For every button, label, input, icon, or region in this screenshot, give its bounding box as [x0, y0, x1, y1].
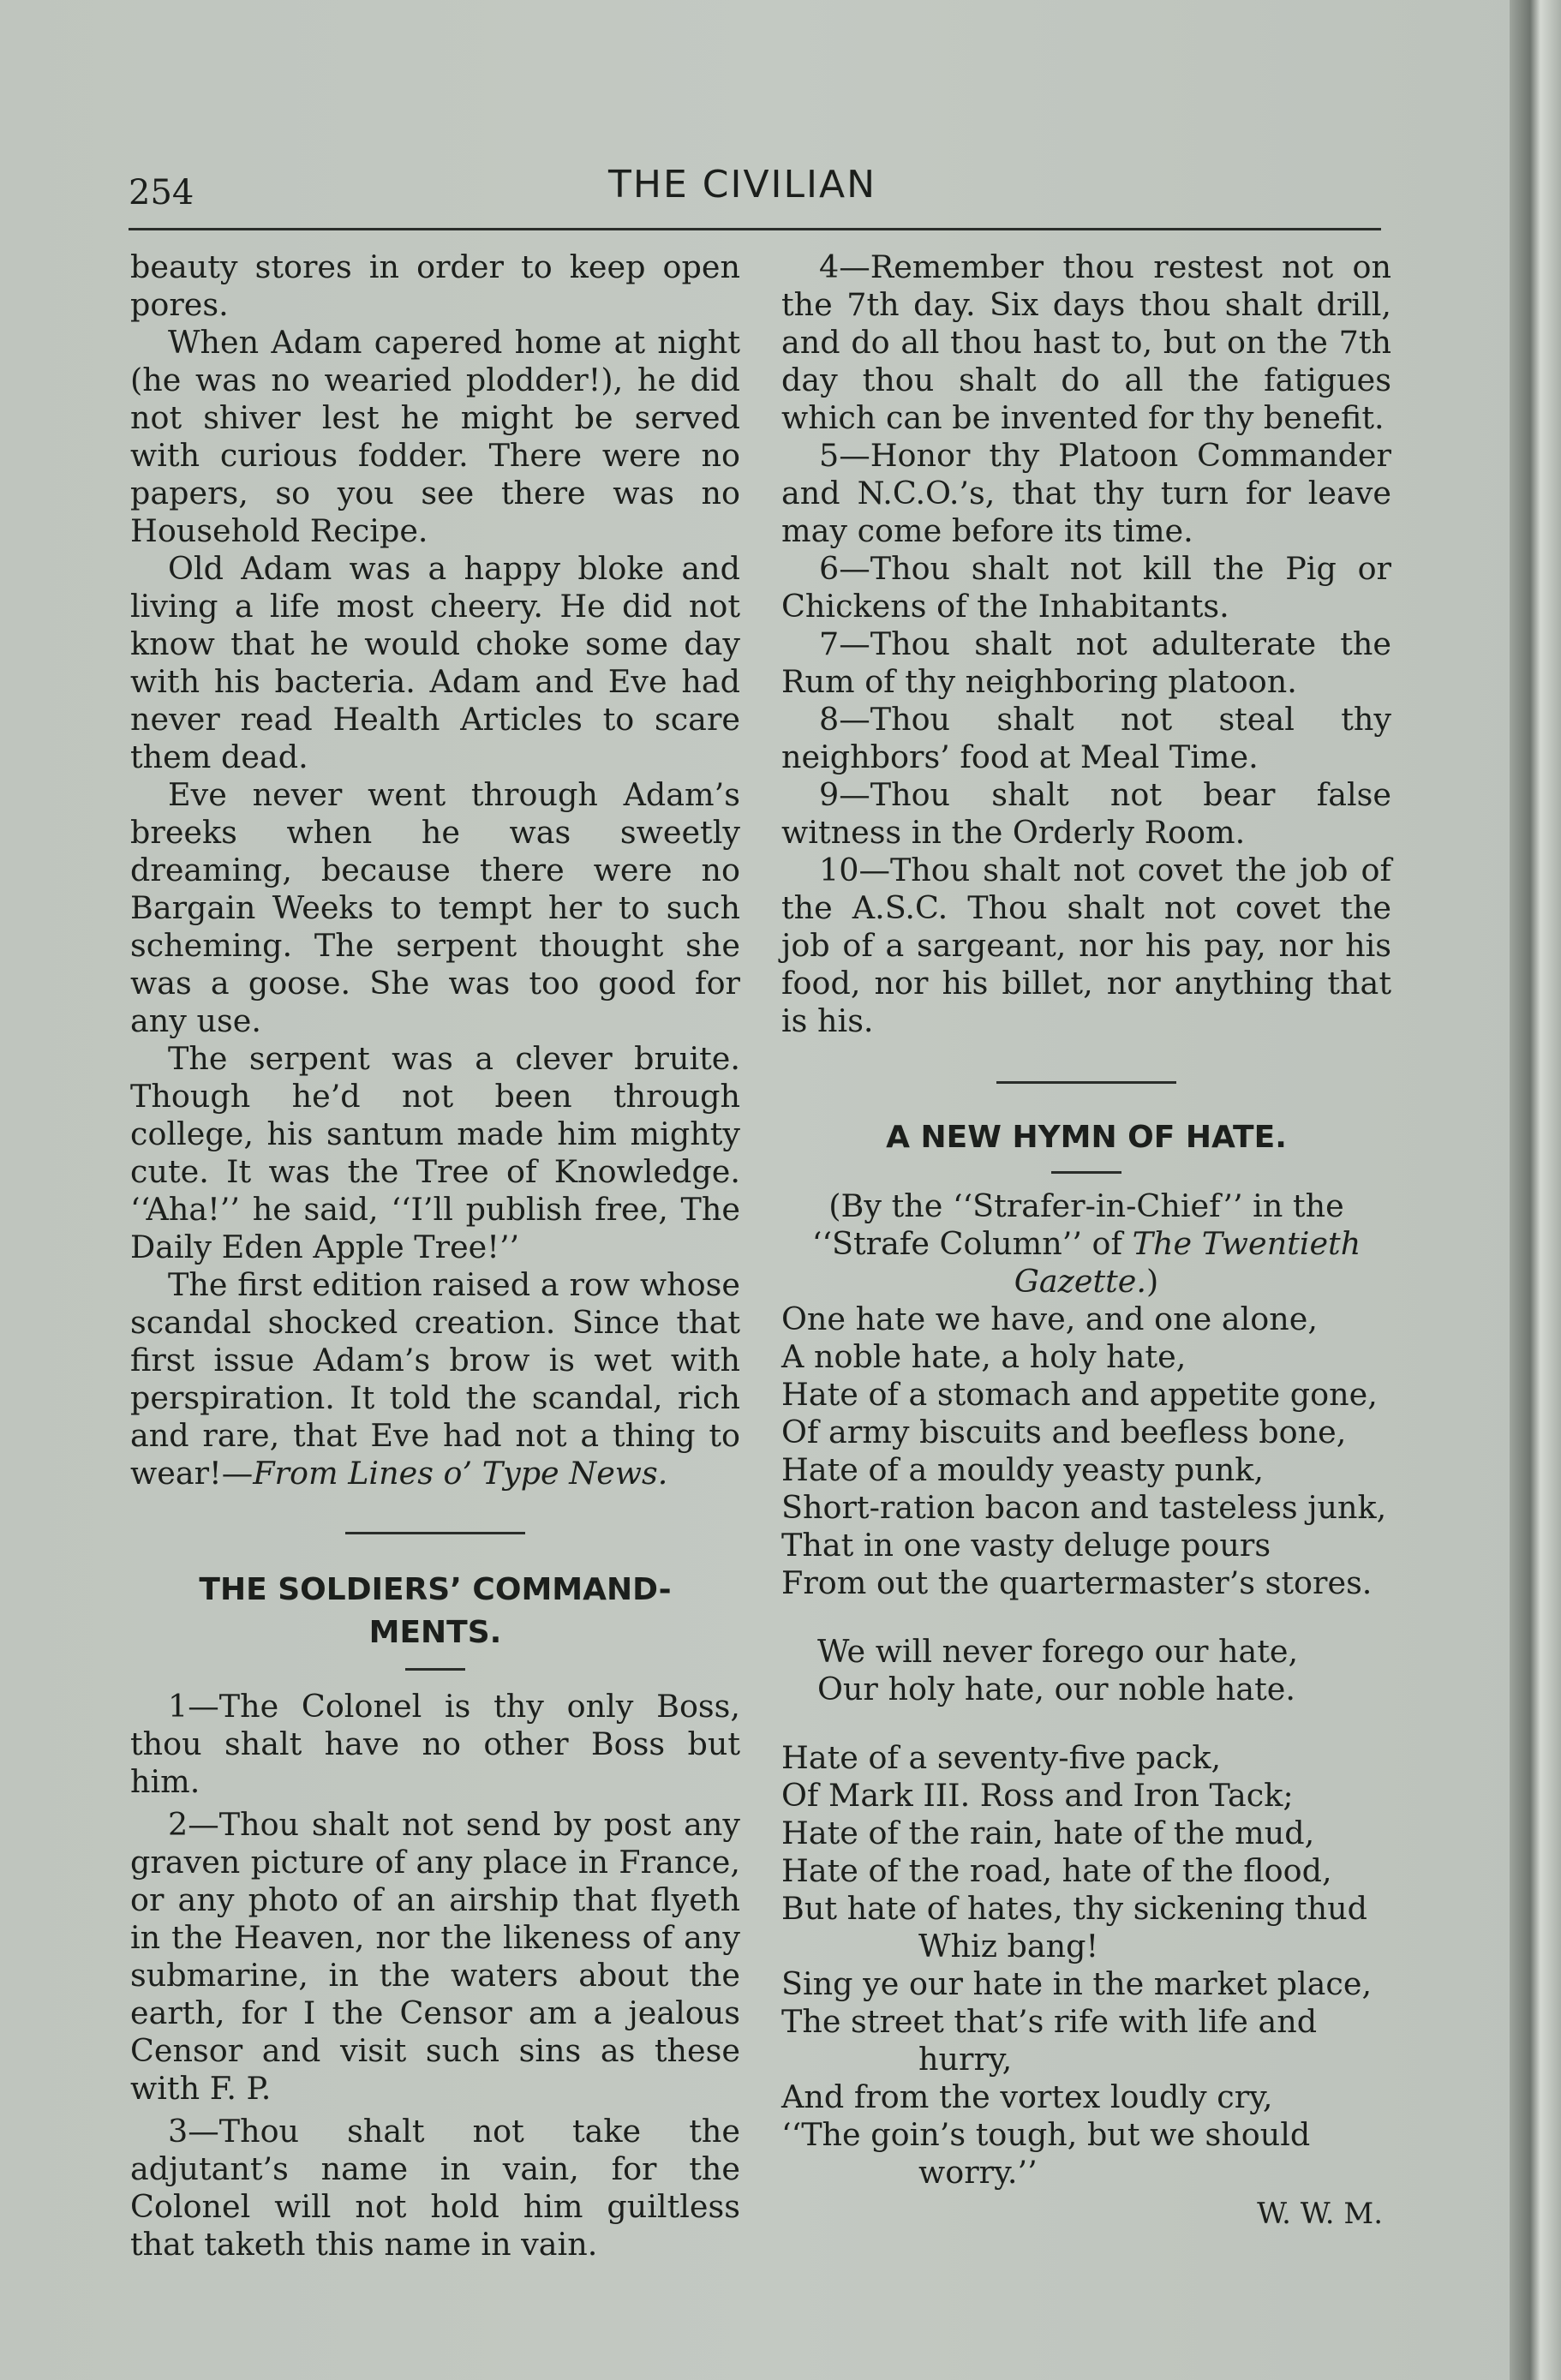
commandment-item: 8—Thou shalt not steal thy neighbors’ food at Meal Time. — [781, 701, 1391, 775]
byline-close: ) — [1146, 1263, 1159, 1300]
poem-last-paragraph — [130, 1266, 740, 1492]
hymn-stanza-2 — [781, 1739, 1391, 2192]
author-signature: W. W. M. — [1257, 2197, 1383, 2231]
verse-line: But hate of hates, thy sickening thud — [781, 1890, 1367, 1927]
left-column — [130, 248, 740, 2263]
verse-line: Short-ration bacon and tasteless junk, — [781, 1489, 1387, 1526]
poem-paragraph: Old Adam was a happy bloke and living a life most cheery. He did not know that he would choke some day with his bacteria. Adam and Eve had never read Health Articles to scare them dead. — [130, 550, 740, 775]
verse-line-continuation: Whiz bang! — [918, 1928, 1099, 1964]
verse-line: Of army biscuits and beefless bone, — [781, 1414, 1347, 1450]
verse-line: Hate of the road, hate of the flood, — [781, 1852, 1332, 1889]
verse-line: Sing ye our hate in the market place, — [781, 1965, 1373, 2002]
verse-line: That in one vasty deluge pours — [781, 1527, 1271, 1564]
hymn-stanza-1 — [781, 1301, 1391, 1602]
hymn-refrain — [781, 1633, 1391, 1708]
title-underline — [405, 1668, 465, 1671]
book-spine-shadow — [1510, 0, 1561, 2380]
commandment-item: 4—Remember thou restest not on the 7th day. Six days thou shalt drill, and do all thou hast to, but on the 7th day thou shalt do all the fatigues which can be invented for thy benefit. — [781, 248, 1391, 436]
byline-text: (By the ‘‘Strafer-in-Chief’’ in the ‘‘Strafe Column’’ of — [811, 1187, 1344, 1262]
commandment-item: 7—Thou shalt not adulterate the Rum of thy neighboring platoon. — [781, 625, 1391, 700]
refrain-line: Our holy hate, our noble hate. — [817, 1671, 1295, 1707]
byline-publication: The Twentieth Gazette. — [1014, 1225, 1361, 1300]
commandment-item: 2—Thou shalt not send by post any graven picture of any place in France, or any photo of an airship that flyeth in the Heaven, nor the likeness of any submarine, in the waters about the earth, for I the Censor am a jealous Censor and visit such sins as these with F. P. — [130, 1806, 740, 2107]
page-header — [129, 163, 1510, 231]
commandment-item: 9—Thou shalt not bear false witness in the Orderly Room. — [781, 776, 1391, 851]
commandment-item: 5—Honor thy Platoon Commander and N.C.O.’s, that thy turn for leave may come before its time. — [781, 437, 1391, 549]
commandment-item: 6—Thou shalt not kill the Pig or Chickens of the Inhabitants. — [781, 550, 1391, 625]
verse-line: From out the quartermaster’s stores. — [781, 1564, 1373, 1601]
title-underline — [1051, 1171, 1121, 1174]
verse-line: The street that’s rife with life and — [781, 2003, 1318, 2040]
verse-line-continuation: worry.’’ — [918, 2154, 1038, 2191]
verse-line: Hate of the rain, hate of the mud, — [781, 1815, 1315, 1851]
section-divider — [345, 1532, 525, 1534]
verse-line: And from the vortex loudly cry, — [781, 2078, 1273, 2115]
poem-paragraph: The serpent was a clever bruite. Though he’d not been through college, his santum made him mighty cute. It was the Tree of Knowledge. ‘‘Aha!’’ he said, ‘‘I’ll publish free, The Daily Eden Apple Tree!’’ — [130, 1040, 740, 1265]
commandment-item: 10—Thou shalt not covet the job of the A.S.C. Thou shalt not covet the job of a sargeant, nor his pay, nor his food, nor his billet, nor anything that is his. — [781, 852, 1391, 1039]
verse-line-continuation: hurry, — [918, 2041, 1013, 2078]
section-title — [130, 1569, 740, 1654]
refrain-line: We will never forego our hate, — [817, 1633, 1299, 1670]
verse-line: Hate of a seventy-five pack, — [781, 1739, 1222, 1776]
section-title-line-2: MENTS. — [368, 1615, 502, 1650]
poem-paragraph: Eve never went through Adam’s breeks when he was sweetly dreaming, because there were no Bargain Weeks to tempt her to such scheming. The serpent thought she was a goose. She was too good for any use. — [130, 776, 740, 1039]
verse-line: Of Mark III. Ross and Iron Tack; — [781, 1777, 1294, 1814]
source-credit: From Lines o’ Type News. — [253, 1455, 668, 1492]
commandment-item: 3—Thou shalt not take the adjutant’s name in vain, for the Colonel will not hold him guiltless that taketh this name in vain. — [130, 2113, 740, 2263]
commandment-item: 1—The Colonel is thy only Boss, thou shalt have no other Boss but him. — [130, 1688, 740, 1800]
last-paragraph-text: The first edition raised a row whose scandal shocked creation. Since that first issue Adam’s brow is wet with perspiration. It told the scandal, rich and rare, that Eve had not a thing to wear!— — [130, 1266, 740, 1492]
verse-line: A noble hate, a holy hate, — [781, 1338, 1187, 1375]
poem-paragraph: beauty stores in order to keep open pores. — [130, 248, 740, 323]
verse-line: Hate of a mouldy yeasty punk, — [781, 1451, 1264, 1488]
hymn-title: A NEW HYMN OF HATE. — [886, 1120, 1287, 1155]
right-column — [781, 248, 1391, 2233]
hymn-byline — [781, 1187, 1391, 1301]
verse-line: Hate of a stomach and appetite gone, — [781, 1376, 1378, 1413]
verse-line: ‘‘The goin’s tough, but we should — [781, 2116, 1311, 2153]
section-title-line-1: THE SOLDIERS’ COMMAND- — [199, 1572, 672, 1607]
page-number: 254 — [129, 173, 194, 212]
running-title: THE CIVILIAN — [608, 163, 877, 206]
poem-paragraph: When Adam capered home at night (he was no wearied plodder!), he did not shiver lest he might be served with curious fodder. There were no papers, so you see there was no Household Recipe. — [130, 324, 740, 549]
header-rule — [129, 228, 1381, 230]
section-divider — [996, 1081, 1176, 1084]
verse-line: One hate we have, and one alone, — [781, 1301, 1318, 1337]
